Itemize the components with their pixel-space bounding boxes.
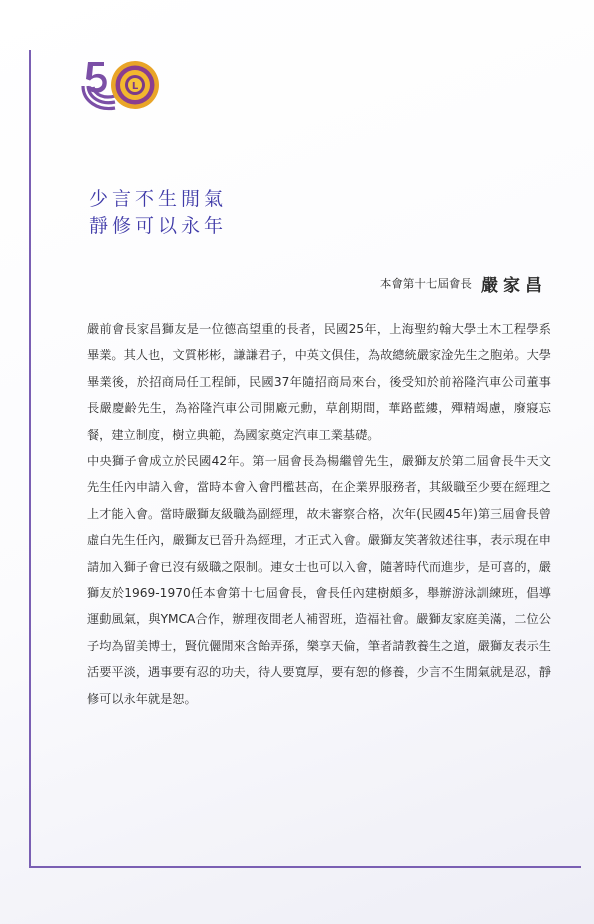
- title-line-1: 少言不生閒氣: [89, 188, 228, 210]
- author-byline: [380, 271, 547, 296]
- byline-name: 嚴家昌: [481, 276, 547, 296]
- anniversary-logo: [80, 56, 164, 116]
- body-paragraph-1: 嚴前會長家昌獅友是一位德高望重的長者，民國25年，上海聖約翰大學土木工程學系畢業。其人也，文質彬彬，謙謙君子，中英文俱佳，為故總統嚴家淦先生之胞弟。大學畢業後，於招商局任工程師，民國37年隨招商局來台，後受知於前裕隆汽車公司董事長嚴慶齡先生，為裕隆汽車公司開廠元勳，草創期間，華路藍縷，殫精竭慮，廢寢忘餐，建立制度，樹立典範，為國家奠定汽車工業基礎。: [87, 322, 551, 442]
- frame-bottom-rule: [29, 866, 581, 868]
- frame-left-rule: [29, 50, 31, 868]
- article-body: [87, 316, 551, 712]
- byline-role: 本會第十七屆會長: [379, 276, 472, 291]
- anniversary-50-emblem-icon: [80, 56, 164, 116]
- logo-center-letter: L: [131, 81, 139, 92]
- article-title: [89, 186, 227, 240]
- title-line-2: 靜修可以永年: [89, 215, 228, 237]
- body-paragraph-2: 中央獅子會成立於民國42年。第一屆會長為楊繼曾先生，嚴獅友於第二屆會長牛天文先生任內申請入會，當時本會入會門檻甚高，在企業界服務者，其級職至少要在經理之上才能入會。當時嚴獅友級職為副經理，故未審察合格，次年(民國45年)第三屆會長曾虛白先生任內，嚴獅友已晉升為經理，才正式入會。嚴獅友笑著敘述往事，表示現在申請加入獅子會已沒有級職之限制。連女士也可以入會，隨著時代而進步，是可喜的，嚴獅友於1969-1970任本會第十七屆會長，會長任內建樹頗多，舉辦游泳訓練班，倡導運動風氣，與YMCA合作，辦理夜間老人補習班，造福社會。嚴獅友家庭美滿，二位公子均為留美博士，賢伉儷閒來含飴弄孫，樂享天倫，筆者請教養生之道，嚴獅友表示生活要平淡，遇事要有忍的功夫，待人要寬厚，要有恕的修養，少言不生閒氣就是忍，靜修可以永年就是恕。: [87, 454, 551, 706]
